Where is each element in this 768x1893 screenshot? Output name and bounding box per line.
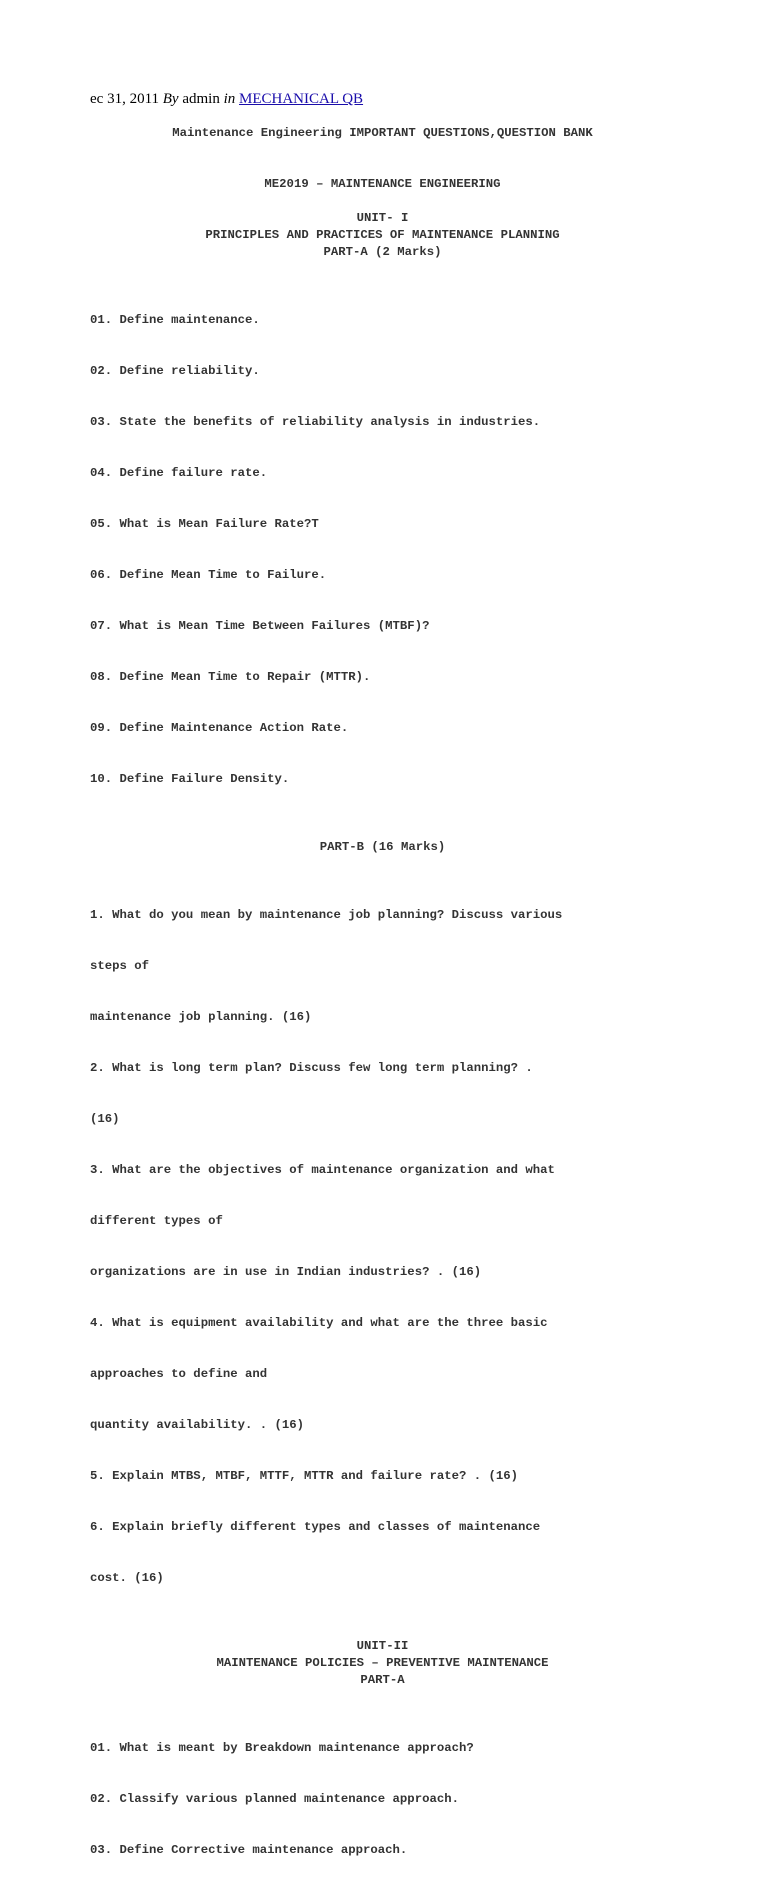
post-date: ec 31, 2011 <box>90 91 160 107</box>
question-line: (16) <box>90 1112 120 1126</box>
in-label: in <box>223 91 236 107</box>
question-line: 1. What do you mean by maintenance job planning? Discuss various <box>90 908 563 922</box>
question-line: 03. Define Corrective maintenance approach. <box>90 1843 408 1857</box>
question-line: steps of <box>90 959 150 973</box>
document-title: Maintenance Engineering IMPORTANT QUESTIONS,QUESTION BANK <box>172 126 593 140</box>
question-line: 5. Explain MTBS, MTBF, MTTF, MTTR and failure rate? . (16) <box>90 1469 519 1483</box>
question-line: 01. Define maintenance. <box>90 313 260 327</box>
unit1-subtitle: PRINCIPLES AND PRACTICES OF MAINTENANCE PLANNING <box>205 228 560 242</box>
post-meta <box>90 90 363 108</box>
question-line: different types of <box>90 1214 223 1228</box>
question-line: 03. State the benefits of reliability analysis in industries. <box>90 415 541 429</box>
question-line: 05. What is Mean Failure Rate?T <box>90 517 319 531</box>
question-line: 4. What is equipment availability and what are the three basic <box>90 1316 548 1330</box>
question-line: approaches to define and <box>90 1367 268 1381</box>
question-line: 10. Define Failure Density. <box>90 772 290 786</box>
unit2-part-a-heading: PART-A <box>360 1673 405 1687</box>
question-line: organizations are in use in Indian industries? . (16) <box>90 1265 482 1279</box>
unit1-heading: UNIT- I <box>356 211 409 225</box>
unit2-subtitle: MAINTENANCE POLICIES – PREVENTIVE MAINTENANCE <box>216 1656 549 1670</box>
question-line: 04. Define failure rate. <box>90 466 268 480</box>
question-line: 2. What is long term plan? Discuss few long term planning? . <box>90 1061 533 1075</box>
question-line: 09. Define Maintenance Action Rate. <box>90 721 349 735</box>
course-title: ME2019 – MAINTENANCE ENGINEERING <box>264 177 501 191</box>
question-line: quantity availability. . (16) <box>90 1418 305 1432</box>
question-line: cost. (16) <box>90 1571 164 1585</box>
unit2-heading: UNIT-II <box>356 1639 409 1653</box>
question-bank-document <box>90 125 730 1893</box>
question-line: 08. Define Mean Time to Repair (MTTR). <box>90 670 371 684</box>
question-line: 3. What are the objectives of maintenance organization and what <box>90 1163 555 1177</box>
question-line: maintenance job planning. (16) <box>90 1010 312 1024</box>
question-line: 07. What is Mean Time Between Failures (MTBF)? <box>90 619 430 633</box>
post-author: admin <box>182 91 220 107</box>
unit1-part-a-heading: PART-A (2 Marks) <box>323 245 442 259</box>
unit1-part-b-list <box>90 873 730 1621</box>
unit1-part-b-heading: PART-B (16 Marks) <box>319 840 446 854</box>
by-label: By <box>162 91 179 107</box>
question-line: 02. Classify various planned maintenance approach. <box>90 1792 459 1806</box>
question-line: 01. What is meant by Breakdown maintenance approach? <box>90 1741 474 1755</box>
category-link[interactable]: MECHANICAL QB <box>239 91 364 107</box>
question-line: 02. Define reliability. <box>90 364 260 378</box>
question-line: 06. Define Mean Time to Failure. <box>90 568 327 582</box>
unit2-part-a-list <box>90 1706 730 1893</box>
question-line: 6. Explain briefly different types and classes of maintenance <box>90 1520 541 1534</box>
unit1-part-a-list <box>90 278 730 822</box>
